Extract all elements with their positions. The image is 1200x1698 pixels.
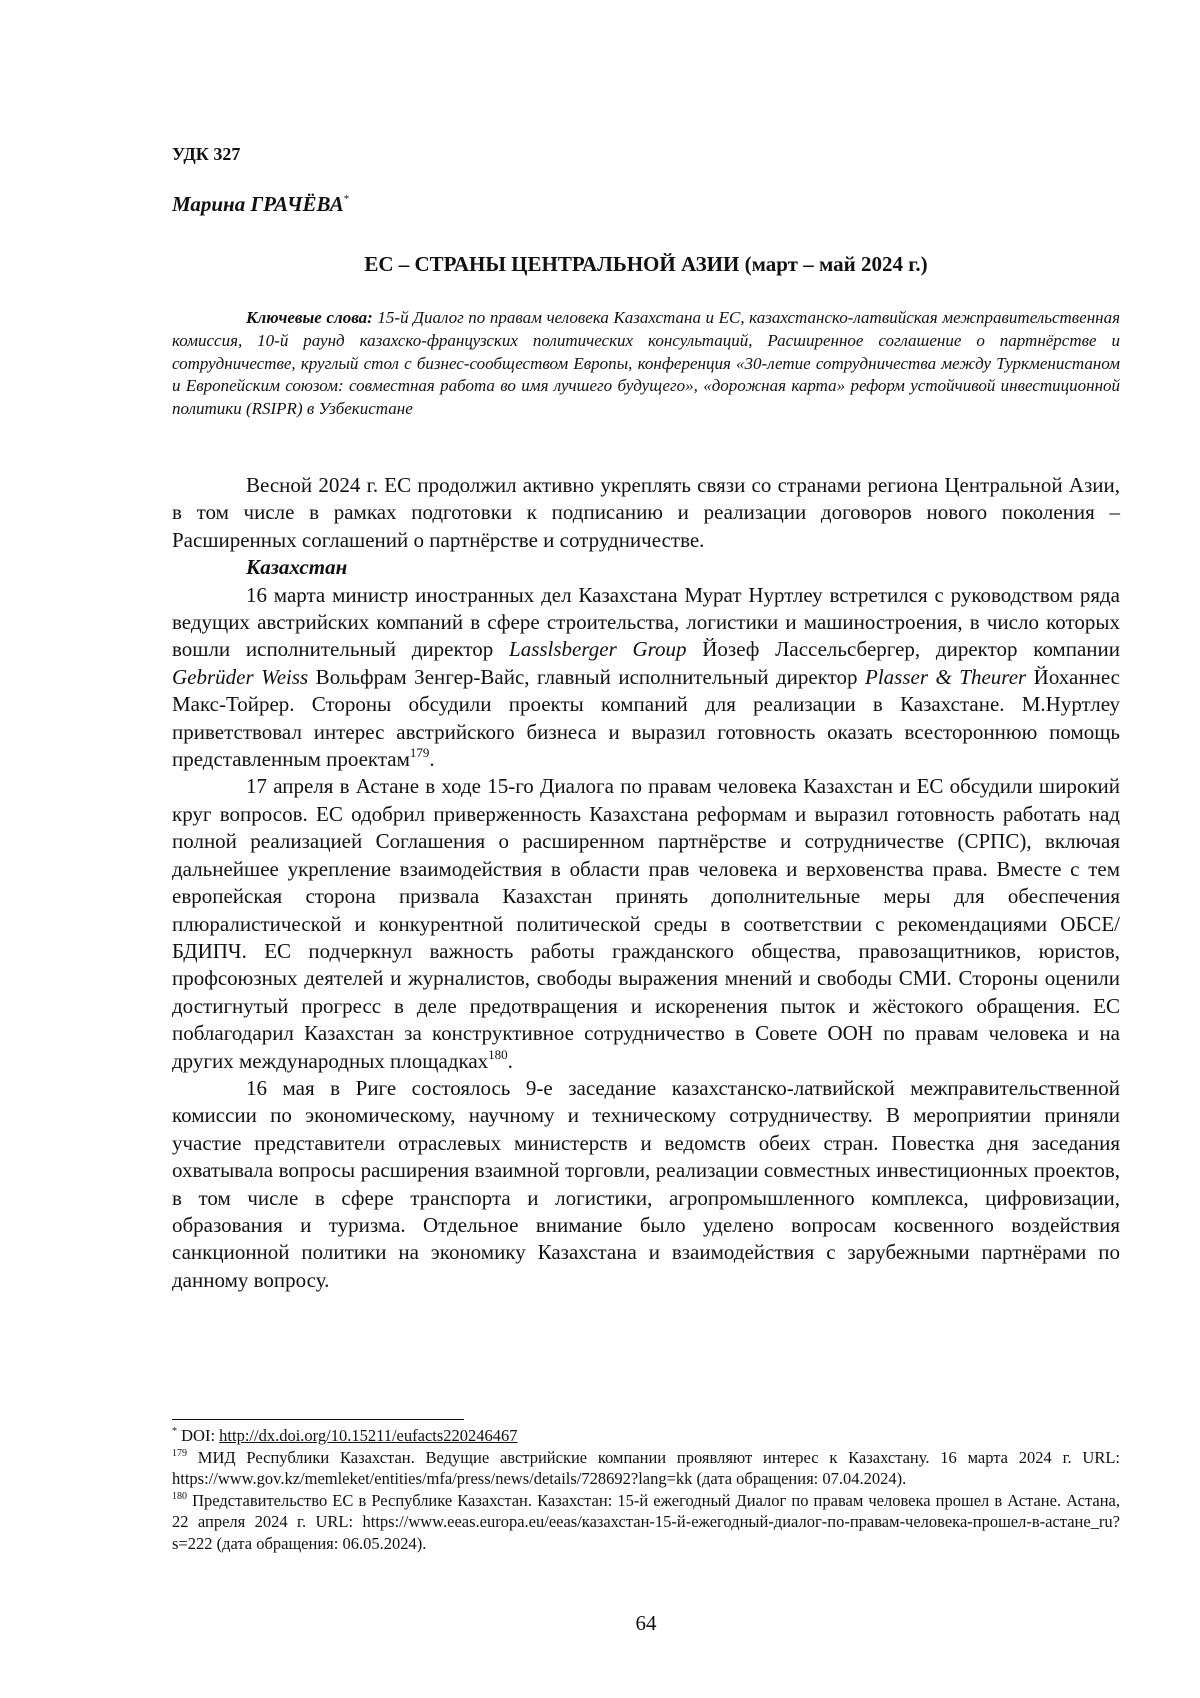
footnote-doi	[172, 1425, 1120, 1447]
footnote-179	[172, 1447, 1120, 1490]
footnote-ref-179[interactable]: 179	[409, 745, 430, 761]
footnote-marker: *	[172, 1426, 177, 1437]
page-number: 64	[635, 1611, 657, 1635]
section-heading-kazakhstan: Казахстан	[246, 555, 348, 580]
company-name: Lasslsberger Group	[509, 637, 687, 662]
intro-paragraph: Весной 2024 г. ЕС продолжил активно укреплять связи со странами региона Центральной Азии, в том числе в рамках подготовки к подписанию и реализации договоров нового поколения – Расширенных соглашений о партнёрстве и сотрудничестве.	[172, 473, 1120, 552]
footnote-marker: 180	[172, 1490, 187, 1502]
paragraph-text: Вольфрам Зенгер-Вайс, главный исполнительный директор	[308, 664, 865, 689]
footnote-doi-label: DOI:	[181, 1426, 220, 1445]
author-line	[172, 192, 349, 217]
footnote-text: МИД Республики Казахстан. Ведущие австрийские компании проявляют интерес к Казахстану. 16 марта 2024 г. URL: https://www.gov.kz/memleket/entities/mfa/press/news/details/728692?lang=kk (дата обращения: 07.04.2024).	[172, 1447, 1120, 1488]
footnotes-block	[172, 1425, 1120, 1554]
article-body	[172, 472, 1120, 1294]
keywords-label: Ключевые слова:	[246, 308, 373, 327]
footnote-text: Представительство ЕС в Республике Казахстан. Казахстан: 15-й ежегодный Диалог по правам человека прошел в Астане. Астана, 22 апреля 2024 г. URL: https://www.eeas.europa.eu/eeas/казахстан-15-й-ежегодный-диалог-по-правам-человека-прошел-в-астане_ru?s=222 (дата обращения: 06.05.2024).	[172, 1490, 1120, 1553]
author-footnote-marker[interactable]: *	[343, 193, 350, 205]
keywords-block	[172, 307, 1120, 421]
doi-link[interactable]: http://dx.doi.org/10.15211/eufacts220246467	[219, 1426, 518, 1445]
paragraph-text: 17 апреля в Астане в ходе 15-го Диалога по правам человека Казахстан и ЕС обсудили широкий круг вопросов. ЕС одобрил приверженность Казахстана реформам и выразил готовность работать над полной реализацией Соглашения о расширенном партнёрстве и сотрудничестве (СРПС), включая дальнейшее укрепление взаимодействия в области прав человека и верховенства права. Вместе с тем европейская сторона призвала Казахстан принять дополнительные меры для обеспечения плюралистической и конкурентной политической среды в соответствии с рекомендациями ОБСЕ/БДИПЧ. ЕС подчеркнул важность работы гражданского общества, правозащитников, юристов, профсоюзных деятелей и журналистов, свободы выражения мнений и свободы СМИ. Стороны оценили достигнутый прогресс в деле предотвращения и искоренения пыток и жёстокого обращения. ЕС поблагодарил Казахстан за конструктивное сотрудничество в Совете ООН по правам человека и на других международных площадках	[172, 774, 1120, 1073]
keywords-text: 15-й Диалог по правам человека Казахстана и ЕС, казахстанско-латвийская межправительственная комиссия, 10-й раунд казахско-французских политических консультаций, Расширенное соглашение о партнёрстве и сотрудничестве, круглый стол с бизнес-сообществом Европы, конференция «30-летие сотрудничества между Туркменистаном и Европейским союзом: совместная работа во имя лучшего будущего», «дорожная карта» реформ устойчивой инвестиционной политики (RSIPR) в Узбекистане	[172, 308, 1120, 419]
author-name: Марина ГРАЧЁВА	[172, 192, 344, 216]
footnote-180	[172, 1490, 1120, 1555]
paragraph-text: .	[429, 747, 435, 772]
paragraph-may-16: 16 мая в Риге состоялось 9-е заседание казахстанско-латвийской межправительственной комиссии по экономическому, научному и техническому сотрудничеству. В мероприятии приняли участие представители отраслевых министерств и ведомств обеих стран. Повестка дня заседания охватывала вопросы расширения взаимной торговли, реализации совместных инвестиционных проектов, в том числе в сфере транспорта и логистики, агропромышленного комплекса, цифровизации, образования и туризма. Отдельное внимание было уделено вопросам косвенного воздействия санкционной политики на экономику Казахстана и взаимодействия с зарубежными партнёрами по данному вопросу.	[172, 1075, 1120, 1292]
footnote-marker: 179	[172, 1447, 187, 1459]
footnote-ref-180[interactable]: 180	[488, 1046, 508, 1062]
paragraph-text: .	[507, 1048, 513, 1073]
company-name: Gebrüder Weiss	[172, 664, 309, 689]
paragraph-text: Йозеф Лассельсбергер, директор компании	[686, 637, 1120, 662]
paragraph-text: Йоханнес Макс-Тойрер. Стороны обсудили проекты компаний для реализации в Казахстане. М.Нуртлеу приветствовал интерес австрийского бизнеса и выразил готовность оказать всестороннюю помощь представленным проектам	[172, 664, 1120, 772]
company-name: Plasser & Theurer	[865, 664, 1027, 689]
article-title: ЕС – СТРАНЫ ЦЕНТРАЛЬНОЙ АЗИИ (март – май 2024 г.)	[364, 252, 928, 276]
footnote-divider	[172, 1419, 464, 1420]
paragraph-april-17	[172, 773, 1120, 1074]
udk-code: УДК 327	[172, 144, 241, 164]
paragraph-march-16	[172, 582, 1120, 774]
paragraph-text: 16 марта министр иностранных дел Казахстана Мурат Нуртлеу встретился с руководством ряда ведущих австрийских компаний в сфере строительства, логистики и машиностроения, в число которых вошли исполнительный директор	[172, 582, 1120, 662]
